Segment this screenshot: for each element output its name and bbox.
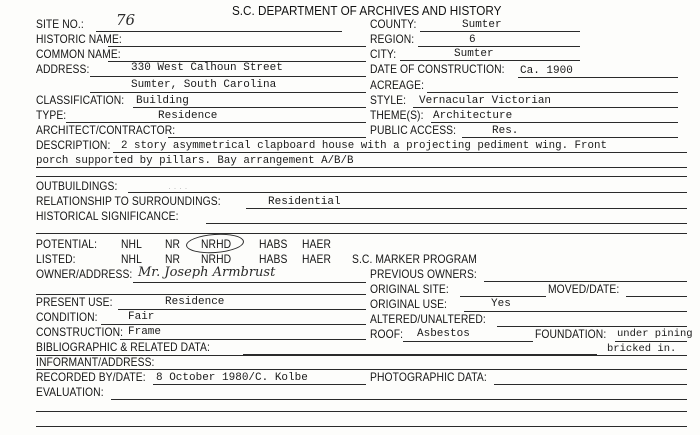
significance-rule-2: [36, 233, 687, 234]
region-line: [418, 46, 580, 47]
smudge-mark: · · · ·: [168, 183, 188, 193]
roof-label: ROOF:: [370, 327, 404, 341]
relationship-value: Residential: [268, 196, 341, 208]
recorded-by-line: [153, 384, 366, 385]
county-value: Sumter: [462, 19, 502, 31]
photographic-line: [494, 384, 687, 385]
acreage-line: [427, 92, 678, 93]
photographic-label: PHOTOGRAPHIC DATA:: [370, 370, 487, 384]
county-label: COUNTY:: [370, 17, 417, 31]
address-line-2-rule: [90, 92, 366, 93]
city-line: [400, 60, 580, 61]
city-value: Sumter: [454, 48, 494, 60]
themes-line: [431, 122, 678, 123]
architect-label: ARCHITECT/CONTRACTOR:: [36, 123, 176, 137]
condition-value: Fair: [128, 311, 155, 323]
site-no-value: 76: [116, 11, 136, 29]
significance-label: HISTORICAL SIGNIFICANCE:: [36, 209, 179, 223]
original-site-line: [460, 296, 546, 297]
evaluation-label: EVALUATION:: [36, 385, 104, 399]
original-use-value: Yes: [491, 298, 511, 310]
moved-date-line: [626, 296, 687, 297]
date-line: [518, 77, 678, 78]
site-no-line: [96, 31, 342, 32]
recorded-by-value: 8 October 1980/C. Kolbe: [156, 372, 308, 384]
owner-label: OWNER/ADDRESS:: [36, 267, 133, 281]
address-label: ADDRESS:: [36, 62, 90, 76]
condition-label: CONDITION:: [36, 310, 98, 324]
city-label: CITY:: [370, 47, 397, 61]
listed-haer: HAER: [302, 252, 332, 266]
listed-habs: HABS: [259, 252, 288, 266]
acreage-label: ACREAGE:: [370, 78, 425, 92]
common-name-label: COMMON NAME:: [36, 47, 121, 61]
description-line-2: porch supported by pillars. Bay arrangement A/B/B: [36, 155, 354, 167]
listed-nrhd: NRHD: [201, 252, 232, 266]
construction-label: CONSTRUCTION:: [36, 325, 124, 339]
outbuildings-label: OUTBUILDINGS:: [36, 179, 118, 193]
foundation-line-1: under pining: [617, 328, 693, 340]
public-access-value: Res.: [492, 125, 519, 137]
foundation-label: FOUNDATION:: [535, 327, 607, 341]
potential-nr: NR: [165, 237, 181, 251]
county-line: [420, 31, 580, 32]
marker-program-title: S.C. MARKER PROGRAM: [352, 252, 477, 266]
public-access-line: [462, 137, 678, 138]
owner-line: [133, 282, 366, 283]
classification-label: CLASSIFICATION:: [36, 93, 125, 107]
address-line-1: 330 West Calhoun Street: [131, 62, 283, 74]
region-value: 6: [469, 34, 476, 46]
owner-handwritten: Mr. Joseph Armbrust: [138, 265, 276, 280]
historic-name-line: [108, 46, 366, 47]
form-title: S.C. DEPARTMENT OF ARCHIVES AND HISTORY: [232, 3, 502, 18]
classification-value: Building: [136, 95, 189, 107]
potential-habs: HABS: [259, 237, 288, 251]
public-access-label: PUBLIC ACCESS:: [370, 123, 457, 137]
original-site-label: ORIGINAL SITE:: [370, 282, 449, 296]
region-label: REGION:: [370, 32, 415, 46]
present-use-value: Residence: [165, 296, 225, 308]
condition-line: [101, 324, 366, 325]
listed-label: LISTED:: [36, 252, 76, 266]
construction-value: Frame: [128, 326, 162, 338]
historic-name-label: HISTORIC NAME:: [36, 32, 122, 46]
potential-nhl: NHL: [121, 237, 142, 251]
style-line: [413, 107, 678, 108]
foundation-line-2: bricked in.: [607, 343, 677, 355]
style-label: STYLE:: [370, 93, 407, 107]
address-line-1-rule: [90, 76, 366, 77]
roof-line: [403, 341, 533, 342]
listed-nhl: NHL: [121, 252, 142, 266]
roof-value: Asbestos: [417, 328, 470, 340]
bibliographic-label: BIBLIOGRAPHIC & RELATED DATA:: [36, 340, 210, 354]
themes-label: THEME(S):: [370, 108, 424, 122]
significance-line: [206, 223, 687, 224]
foundation-rule: [615, 341, 687, 342]
type-label: TYPE:: [36, 108, 67, 122]
type-value: Residence: [158, 110, 218, 122]
date-label: DATE OF CONSTRUCTION:: [370, 62, 505, 76]
potential-haer: HAER: [302, 237, 332, 251]
classification-line: [133, 107, 366, 108]
previous-owners-label: PREVIOUS OWNERS:: [370, 267, 477, 281]
original-use-label: ORIGINAL USE:: [370, 297, 448, 311]
description-line-1: 2 story asymmetrical clapboard house with a projecting pediment wing. Front: [121, 140, 607, 152]
evaluation-rule-3: [36, 426, 687, 427]
evaluation-line: [111, 399, 687, 400]
present-use-line: [118, 309, 366, 310]
architect-line: [168, 137, 366, 138]
outbuildings-line: [128, 192, 687, 193]
recorded-by-label: RECORDED BY/DATE:: [36, 370, 146, 384]
description-rule-1: [113, 152, 687, 153]
listed-nr: NR: [165, 252, 181, 266]
date-value: Ca. 1900: [520, 65, 573, 77]
site-no-label: SITE NO.:: [36, 17, 84, 31]
potential-label: POTENTIAL:: [36, 237, 98, 251]
relationship-label: RELATIONSHIP TO SURROUNDINGS:: [36, 194, 221, 208]
moved-date-label: MOVED/DATE:: [548, 282, 620, 296]
description-rule-3: [36, 176, 687, 177]
potential-nrhd: NRHD: [201, 237, 232, 251]
description-rule-2: [36, 167, 687, 168]
evaluation-rule-2: [36, 411, 687, 412]
altered-label: ALTERED/UNALTERED:: [370, 312, 486, 326]
present-use-label: PRESENT USE:: [36, 295, 113, 309]
informant-label: INFORMANT/ADDRESS:: [36, 355, 155, 369]
description-label: DESCRIPTION:: [36, 138, 111, 152]
style-value: Vernacular Victorian: [419, 95, 552, 107]
address-line-2: Sumter, South Carolina: [131, 79, 277, 91]
original-use-line: [464, 311, 687, 312]
relationship-line: [246, 208, 687, 209]
themes-value: Architecture: [433, 110, 513, 122]
